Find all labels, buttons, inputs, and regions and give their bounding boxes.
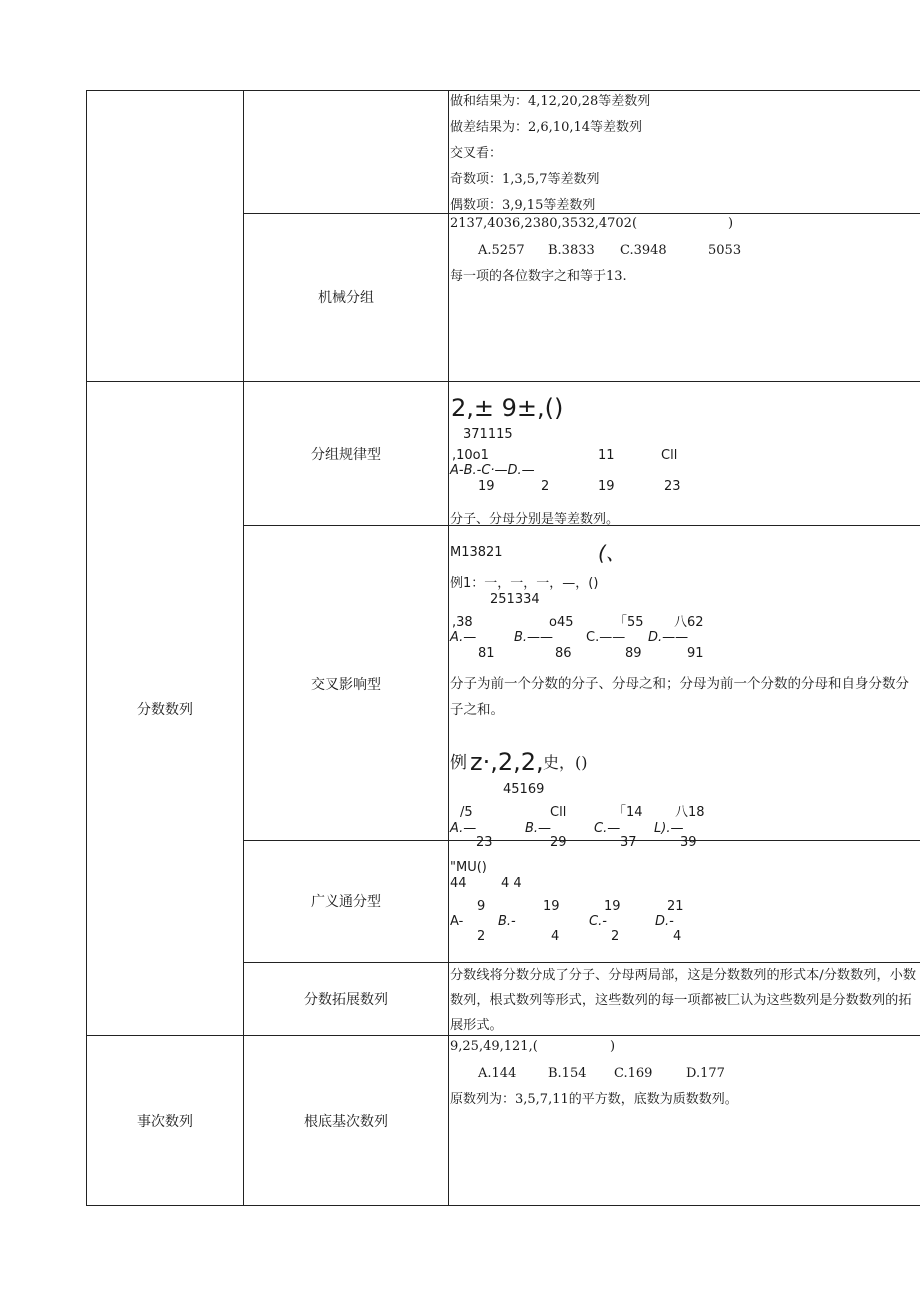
text-line: 偶数项：3,9,15等差数列 <box>450 198 596 213</box>
continuation-text-block <box>449 91 919 213</box>
row-divider <box>243 213 920 214</box>
option-b: B.3833 <box>548 243 595 258</box>
denominator-a: 19 <box>478 479 495 494</box>
denominator-a: 2 <box>477 929 486 944</box>
option-c: C.3948 <box>620 243 667 258</box>
subcategory-label: 根底基次数列 <box>304 1114 388 1130</box>
example-2-options <box>449 800 919 850</box>
option-numerator-c: 19 <box>604 899 621 914</box>
numerator-row: 371115 <box>463 427 513 442</box>
option-d: D.177 <box>686 1066 725 1081</box>
option-label-a: A.— <box>450 630 477 645</box>
question-text: 9,25,49,121,( <box>450 1039 538 1054</box>
category-label: 事次数列 <box>137 1114 193 1130</box>
denominator-d: 39 <box>680 835 697 850</box>
option-numerator-d: 21 <box>667 899 684 914</box>
table-bottom-border <box>86 1205 920 1206</box>
text-line: 交叉看： <box>450 146 503 161</box>
option-c: C.169 <box>614 1066 653 1081</box>
column-divider <box>448 90 449 1206</box>
option-d: 5053 <box>708 243 742 258</box>
row-divider <box>243 840 920 841</box>
option-label-d: L).— <box>654 821 684 836</box>
denominator-c: 89 <box>625 646 642 661</box>
header-mark: (、 <box>598 541 626 565</box>
subcategory-label: 分数拓展数列 <box>304 992 388 1008</box>
header-text: M13821 <box>450 545 503 560</box>
denominator-c: 19 <box>598 479 615 494</box>
question-text: 2137,4036,2380,3532,4702( <box>450 216 638 231</box>
question-close: ) <box>610 1039 616 1054</box>
text-line: 做和结果为：4,12,20,28等差数列 <box>450 94 651 109</box>
description-text: 分数线将分数分成了分子、分母两局部，这是分数数列的形式本/分数数列，小数数列，根式数列等形式，这些数列的每一项都被匚认为这些数列是分数数列的拓展形式。 <box>450 968 917 1033</box>
numerator-row: 4 4 <box>501 876 522 891</box>
option-label-d: D.- <box>655 914 674 929</box>
note-text: 原数列为：3,5,7,11的平方数，底数为质数数列。 <box>450 1092 738 1107</box>
denominator-c: 37 <box>620 835 637 850</box>
option-label-d: D.—— <box>648 630 689 645</box>
column-divider <box>243 90 244 1206</box>
option-numerator-a: ,10o1 <box>452 448 489 463</box>
denominator-a: 81 <box>478 646 495 661</box>
denominator-a: 23 <box>476 835 493 850</box>
denominator-b: 4 <box>551 929 560 944</box>
subcategory-label: 广义通分型 <box>311 894 381 910</box>
subcategory-label: 交叉影响型 <box>311 677 381 693</box>
option-label-c: C.- <box>589 914 607 929</box>
equation-text: 2,± 9±,() <box>451 394 564 422</box>
example-2-prefix: 例 <box>450 753 467 773</box>
numerator-row: 251334 <box>490 592 540 607</box>
option-numerator-b: Cll <box>550 805 567 820</box>
option-numerator-a: 9 <box>477 899 486 914</box>
option-label-a: A- <box>450 914 464 929</box>
denominator-b: 2 <box>541 479 550 494</box>
option-numerator-d: 八18 <box>675 805 705 820</box>
option-numerator-a: /5 <box>460 805 473 820</box>
denominator-d: 91 <box>687 646 704 661</box>
note-text: 分子、分母分别是等差数列。 <box>450 512 620 527</box>
example-1-text: 例1：一，一，一，—，() <box>450 576 599 591</box>
denominator-b: 29 <box>550 835 567 850</box>
option-labels: A-B.-C·—D.— <box>450 463 535 478</box>
option-label-c: C.— <box>594 821 621 836</box>
denominator-d: 23 <box>664 479 681 494</box>
option-numerator-d: 八62 <box>674 615 704 630</box>
numerator-row: 45169 <box>503 782 545 797</box>
option-numerator-c: 「55 <box>614 615 644 630</box>
table-left-border <box>86 90 87 1206</box>
option-numerator-c: 「14 <box>613 805 643 820</box>
example-2-equation: z·,2,2, <box>470 748 544 776</box>
category-label: 分数数列 <box>137 702 193 718</box>
numerator-row: 44 <box>450 876 467 891</box>
option-a: A.144 <box>478 1066 517 1081</box>
example-2-tail: 史，() <box>543 753 588 772</box>
denominator-c: 2 <box>611 929 620 944</box>
subcategory-label: 分组规律型 <box>311 447 381 463</box>
option-numerator-c: 11 <box>598 448 615 463</box>
note-text: 分子为前一个分数的分子、分母之和；分母为前一个分数的分母和自身分数分子之和。 <box>450 676 909 718</box>
denominator-d: 4 <box>673 929 682 944</box>
row-divider <box>86 381 920 382</box>
denominator-b: 86 <box>555 646 572 661</box>
text-line: 做差结果为：2,6,10,14等差数列 <box>450 120 643 135</box>
subcategory-label: 机械分组 <box>318 290 374 306</box>
option-b: B.154 <box>548 1066 587 1081</box>
text-line: 奇数项：1,3,5,7等差数列 <box>450 172 600 187</box>
question-close: ) <box>728 216 734 231</box>
option-label-a: A.— <box>450 821 477 836</box>
note-text: 每一项的各位数字之和等于13. <box>450 269 627 284</box>
option-numerator-a: ,38 <box>452 615 473 630</box>
option-a: A.5257 <box>478 243 525 258</box>
option-label-b: B.- <box>498 914 516 929</box>
header-text: "MU() <box>450 860 487 875</box>
option-numerator-b: 19 <box>543 899 560 914</box>
option-label-b: B.— <box>525 821 552 836</box>
option-label-c: C.—— <box>586 630 626 645</box>
option-numerator-d: Cll <box>661 448 678 463</box>
option-numerator-b: o45 <box>549 615 574 630</box>
option-label-b: B.—— <box>514 630 554 645</box>
